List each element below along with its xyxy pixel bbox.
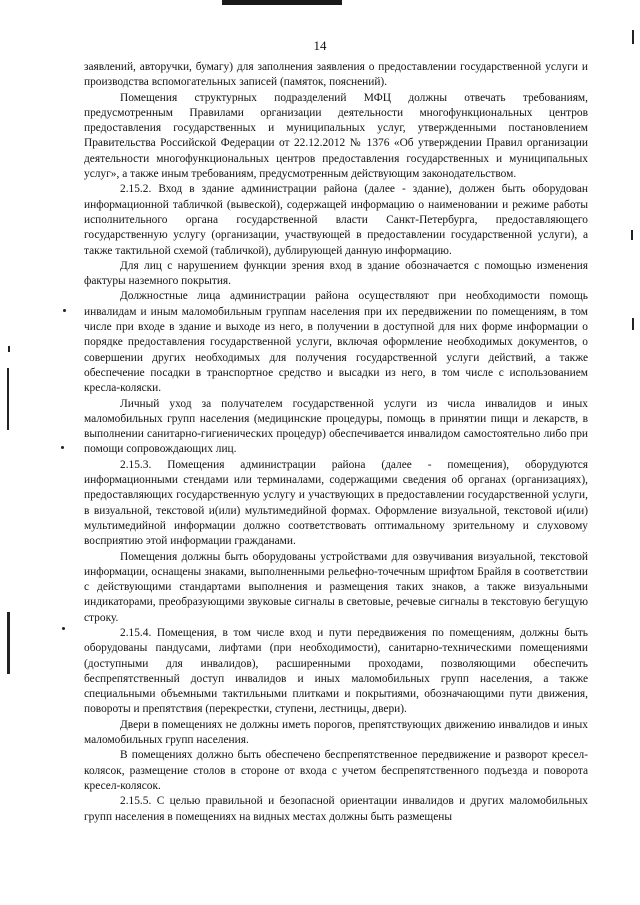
paragraph-7: 2.15.3. Помещения администрации района (далее - помещения), оборудуются информационными стендами или терминалами, содержащими сведения об органах (организациях), предоставляющих государственную услугу и участвующих в предоставлении государственной услуги, в визуальной, текстовой и(или) мультимедийной формах. Оформление визуальной, текстовой и(или) мультимедийной информации должно соответствовать оптимальному зрительному и слуховому восприятию этой информации гражданами. xyxy=(84,458,588,548)
scan-artifact-left-2 xyxy=(7,612,10,674)
paragraph-10: Двери в помещениях не должны иметь порогов, препятствующих движению инвалидов и иных маломобильных групп населения. xyxy=(84,718,588,747)
scan-artifact-dot-2 xyxy=(61,446,64,449)
paragraph-3: 2.15.2. Вход в здание администрации района (далее - здание), должен быть оборудован информационной табличкой (вывеской), содержащей информацию о наименовании и режиме работы исполнительного органа государственной власти Санкт-Петербурга, предоставляющего государственную услугу (организации, участвующей в предоставлении государственной услуги), а также тактильной схемой (табличкой), дублирующей данную информацию. xyxy=(84,183,588,257)
paragraph-6: Личный уход за получателем государственной услуги из числа инвалидов и иных маломобильных групп населения (медицинские процедуры, помощь в принятии пищи и лекарств, в выполнении санитарно-гигиенических процедур) обеспечивается инвалидом самостоятельно либо при помощи сопровождающих лиц. xyxy=(84,397,588,456)
document-body xyxy=(84,60,588,825)
paragraph-12: 2.15.5. С целью правильной и безопасной ориентации инвалидов и других маломобильных групп населения в помещениях на видных местах должны быть размещены xyxy=(84,795,588,823)
scan-artifact-right-3 xyxy=(632,318,634,330)
scan-artifact-right-2 xyxy=(631,230,633,240)
scan-artifact-right-1 xyxy=(632,30,634,44)
scan-artifact-dot-3 xyxy=(62,627,65,630)
paragraph-1: заявлений, авторучки, бумагу) для заполнения заявления о предоставлении государственной услуги и производства вспомогательных записей (памяток, пояснений). xyxy=(84,61,588,89)
paragraph-8: Помещения должны быть оборудованы устройствами для озвучивания визуальной, текстовой информации, оснащены знаками, выполненными рельефно-точечным шрифтом Брайля в соответствии с действующими стандартами выполнения и размещения таких знаков, а также визуальными индикаторами, преобразующими звуковые сигналы в световые, речевые сигналы в текстовую бегущую строку. xyxy=(84,550,588,624)
scan-top-edge xyxy=(222,0,342,5)
scan-artifact-left-1 xyxy=(7,368,9,430)
page-number: 14 xyxy=(313,38,327,53)
paragraph-2: Помещения структурных подразделений МФЦ должны отвечать требованиям, предусмотренным Правилами организации деятельности многофункциональных центров предоставления государственных и муниципальных услуг, утвержденными постановлением Правительства Российской Федерации от 22.12.2012 № 1376 «Об утверждении Правил организации деятельности многофункциональных центров предоставления государственных и муниципальных услуг», а также иным требованиям, предусмотренным действующим законодательством. xyxy=(84,91,588,181)
scan-artifact-dot-1 xyxy=(63,309,66,312)
paragraph-9: 2.15.4. Помещения, в том числе вход и пути передвижения по помещениям, должны быть оборудованы пандусами, лифтами (при необходимости), санитарно-техническими помещениями (доступными для инвалидов), расширенными проходами, позволяющими обеспечить беспрепятственный доступ инвалидов и иных маломобильных групп населения, а также специальными объемными тактильными плитками и покрытиями, обозначающими пути движения, повороты и препятствия (перекрестки, ступени, лестницы, двери). xyxy=(84,626,588,716)
paragraph-11: В помещениях должно быть обеспечено беспрепятственное передвижение и разворот кресел-колясок, размещение столов в стороне от входа с учетом беспрепятственного подъезда и поворота кресел-колясок. xyxy=(84,749,588,792)
paragraph-5: Должностные лица администрации района осуществляют при необходимости помощь инвалидам и иным маломобильным группам населения при их передвижении по помещениям, в том числе при входе в здание и выходе из него, в получении в доступной для них форме информации о порядке предоставления государственной услуги, включая оформление необходимых документов, о совершении других необходимых для получения государственной услуги действий, а также обеспечение посадки в транспортное средство и высадки из него, в том числе с использованием кресла-коляски. xyxy=(84,290,588,395)
scan-artifact-left-3 xyxy=(8,346,10,352)
paragraph-4: Для лиц с нарушением функции зрения вход в здание обозначается с помощью изменения фактуры наземного покрытия. xyxy=(84,259,588,288)
